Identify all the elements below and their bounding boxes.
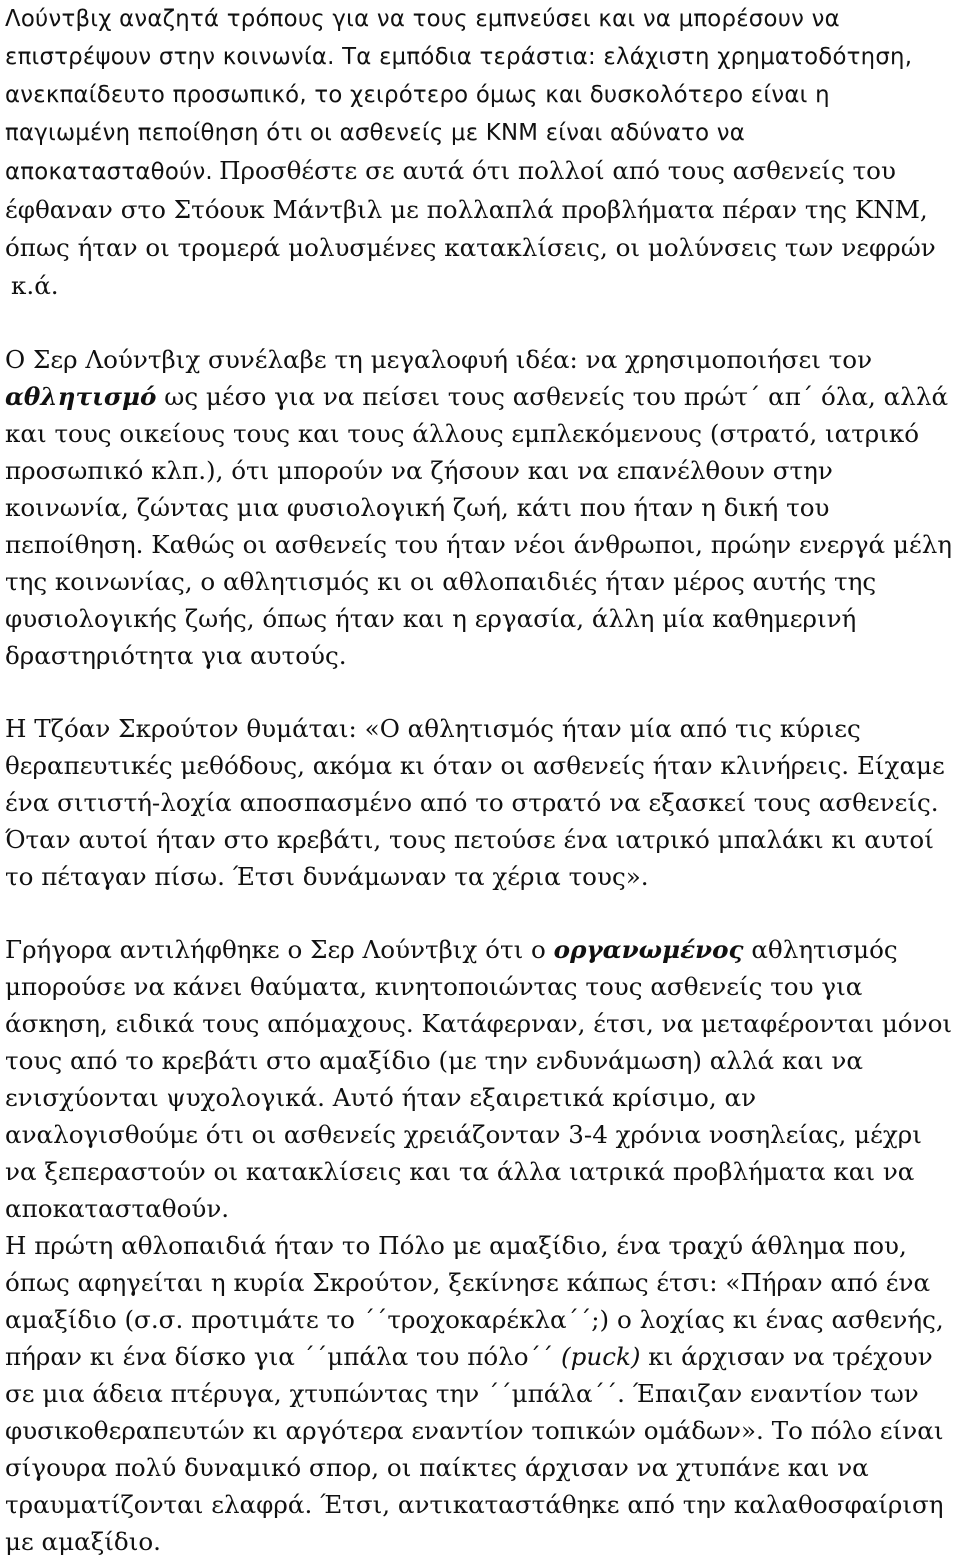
paragraph-2-text-a: Ο Σερ Λούντβιχ συνέλαβε τη μεγαλοφυή ιδέα: να χρησιμοποιήσει τον [5,345,873,374]
paragraph-4 [5,931,956,1227]
paragraph-4-text-b: αθλητισμός μπορούσε να κάνει θαύματα, κινητοποιώντας τους ασθενείς του για άσκηση, ειδικά τους απόμαχους. Κατάφερναν, έτσι, να μεταφέρονται μόνοι τους από το κρεβάτι στο αμαξίδιο (με την ενδυνάμωση) αλλά και να ενισχύονται ψυχολογικά. Αυτό ήταν εξαιρετικά κρίσιμο, αν αναλογισθούμε ότι οι ασθενείς χρειάζονταν 3-4 χρόνια νοσηλείας, μέχρι να ξεπεραστούν οι κατακλίσεις και τα άλλα ιατρικά προβλήματα και να αποκατασταθούν. [5,935,953,1223]
paragraph-2-emphasis: αθλητισμό [5,382,157,411]
paragraph-4-emphasis: οργανωμένος [553,935,744,964]
paragraph-1-sans-text: Λούντβιχ αναζητά τρόπους για να τους εμπνεύσει και να μπορέσουν να επιστρέψουν στην κοινωνία. Τα εμπόδια τεράστια: ελάχιστη χρηματοδότηση, ανεκπαίδευτο προσωπικό, το χειρότερο όμως και δυσκολότερο είναι η παγιωμένη πεποίθηση ότι οι ασθενείς με ΚΝΜ είναι αδύνατο να αποκατασταθούν. [5,6,913,185]
paragraph-1-serif-text: Προσθέστε σε αυτά ότι πολλοί από τους ασθενείς του έφθαναν στο Στόουκ Μάντβιλ με πολλαπλά προβλήματα πέραν της ΚΝΜ, όπως ήταν οι τρομερά μολυσμένες κατακλίσεις, οι μολύνσεις των νεφρών [5,156,936,262]
paragraph-4-text-a: Γρήγορα αντιλήφθηκε ο Σερ Λούντβιχ ότι ο [5,935,546,964]
paragraph-2 [5,341,956,674]
paragraph-3: Η Τζόαν Σκρούτον θυμάται: «Ο αθλητισμός ήταν μία από τις κύριες θεραπευτικές μεθόδους, ακόμα κι όταν οι ασθενείς ήταν κλινήρεις. Είχαμε ένα σιτιστή-λοχία αποσπασμένο από το στρατό να εξασκεί τους ασθενείς. Όταν αυτοί ήταν στο κρεβάτι, τους πετούσε ένα ιατρικό μπαλάκι κι αυτοί το πέταγαν πίσω. Έτσι δυνάμωναν τα χέρια τους». [5,714,945,891]
paragraph-1 [5,0,956,305]
paragraph-5-emphasis: (puck) [561,1342,641,1371]
paragraph-5-text-a: Η πρώτη αθλοπαιδιά ήταν το Πόλο με αμαξίδιο, ένα τραχύ άθλημα που, όπως αφηγείται η κυρία Σκρούτον, ξεκίνησε κάπως έτσι: «Πήραν από ένα αμαξίδιο (σ.σ. προτιμάτε το ΄΄τροχοκαρέκλα΄΄;) ο λοχίας κι ένας ασθενής, πήραν κι ένα δίσκο για ΄΄μπάλα του πόλο΄΄ [5,1231,944,1371]
paragraph-2-text-b: ως μέσο για να πείσει τους ασθενείς του πρώτ΄ απ΄ όλα, αλλά και τους οικείους τους και τους άλλους εμπλεκόμενους (στρατό, ιατρικό προσωπικό κλπ.), ότι μπορούν να ζήσουν και να επανέλθουν στην κοινωνία, ζώντας μια φυσιολογική ζωή, κάτι που ήταν η δική του πεποίθηση. Καθώς οι ασθενείς του ήταν νέοι άνθρωποι, πρώην ενεργά μέλη της κοινωνίας, ο αθλητισμός κι οι αθλοπαιδιές ήταν μέρος αυτής της φυσιολογικής ζωής, όπως ήταν και η εργασία, άλλη μία καθημερινή δραστηριότητα για αυτούς. [5,382,953,670]
paragraph-5-text-b: κι άρχισαν να τρέχουν σε μια άδεια πτέρυγα, χτυπώντας την ΄΄μπάλα΄΄. Έπαιζαν εναντίον των φυσικοθεραπευτών κι αργότερα εναντίον τοπικών ομάδων». Το πόλο είναι σίγουρα πολύ δυναμικό σπορ, οι παίκτες άρχισαν να χτυπάνε και να τραυματίζονται ελαφρά. Έτσι, αντικαταστάθηκε από την καλαθοσφαίριση με αμαξίδιο. [5,1342,944,1556]
paragraph-1-tail: κ.ά. [11,271,59,300]
paragraph-5 [5,1227,956,1560]
